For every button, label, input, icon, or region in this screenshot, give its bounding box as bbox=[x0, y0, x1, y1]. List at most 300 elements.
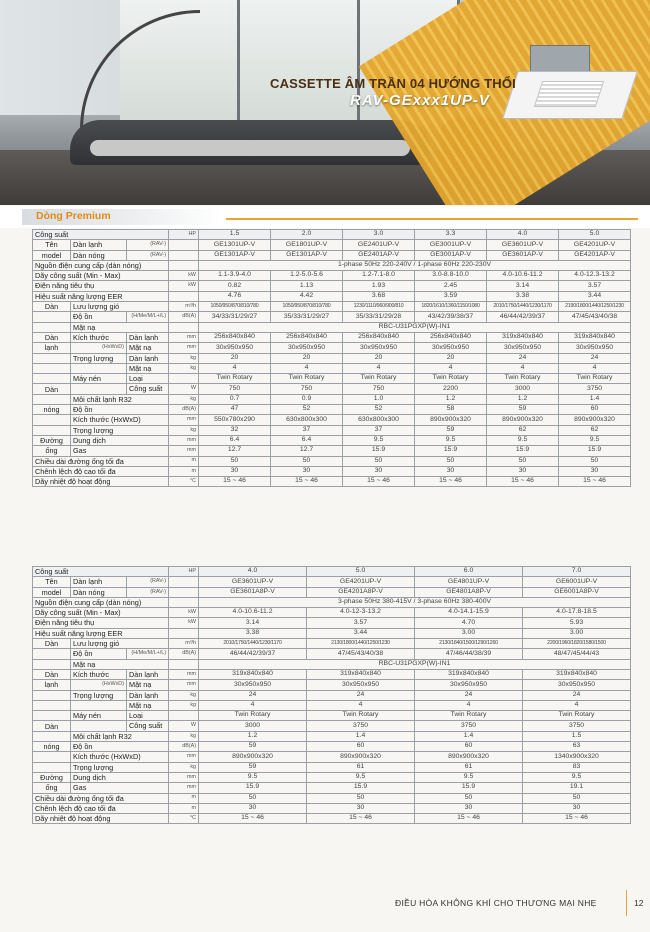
unit-cell: m bbox=[169, 456, 199, 466]
row-label: Dàn lạnh bbox=[127, 353, 169, 363]
value-cell: 2200/1960/1820/1580/1500 bbox=[523, 639, 631, 649]
table-row bbox=[33, 577, 631, 587]
unit-cell: °C bbox=[169, 477, 199, 487]
value-cell: 1.5 bbox=[523, 731, 631, 741]
value-cell: 2200 bbox=[415, 384, 487, 394]
premium-label: Dòng Premium bbox=[36, 210, 111, 222]
table-row bbox=[33, 783, 631, 793]
group-label bbox=[33, 312, 71, 322]
value-cell: GE4201UP-V bbox=[559, 240, 631, 250]
value-cell: GE2401UP-V bbox=[343, 240, 415, 250]
row-label: Độ ồn bbox=[71, 742, 169, 752]
row-label: Công suất bbox=[127, 384, 169, 394]
value-cell: 1-phase 50Hz 220-240V / 1-phase 60Hz 220-230V bbox=[199, 260, 631, 270]
unit-cell: mm bbox=[169, 752, 199, 762]
value-cell: 0.7 bbox=[199, 394, 271, 404]
unit-cell: (RAV-) bbox=[127, 587, 169, 597]
value-cell: GE3601A8P-V bbox=[199, 587, 307, 597]
table-row bbox=[33, 260, 631, 270]
value-cell: 30x950x950 bbox=[307, 680, 415, 690]
value-cell: 61 bbox=[307, 762, 415, 772]
value-cell: GE3001AP-V bbox=[415, 250, 487, 260]
group-label: Đường bbox=[33, 435, 71, 445]
value-cell: 6.4 bbox=[199, 435, 271, 445]
row-label: Gas bbox=[71, 783, 169, 793]
unit-cell: W bbox=[169, 721, 199, 731]
value-cell: 3750 bbox=[415, 721, 523, 731]
table-row bbox=[33, 425, 631, 435]
value-cell: 1.2 bbox=[415, 394, 487, 404]
table-row bbox=[33, 814, 631, 824]
value-cell: 9.5 bbox=[487, 435, 559, 445]
value-cell: 2130/1800/1440/1250/1230 bbox=[307, 639, 415, 649]
value-cell: 1230/1110/960/900/810 bbox=[343, 302, 415, 312]
empty-cell bbox=[71, 384, 127, 394]
value-cell: 62 bbox=[559, 425, 631, 435]
group-label bbox=[33, 700, 71, 710]
table-row bbox=[33, 332, 631, 342]
unit-cell: dB(A) bbox=[169, 312, 199, 322]
value-cell: 3.14 bbox=[199, 618, 307, 628]
row-label: Loại bbox=[127, 374, 169, 384]
row-label: Dàn nóng bbox=[71, 250, 127, 260]
value-cell: 50 bbox=[343, 456, 415, 466]
value-cell: 6.4 bbox=[271, 435, 343, 445]
unit-cell: m³/h bbox=[169, 639, 199, 649]
value-cell: 30 bbox=[199, 466, 271, 476]
value-cell: 20 bbox=[271, 353, 343, 363]
value-cell: 2010/1750/1440/1230/1170 bbox=[199, 639, 307, 649]
row-label: Dàn lạnh bbox=[71, 240, 127, 250]
value-cell: 30 bbox=[415, 466, 487, 476]
group-label: Dàn bbox=[33, 669, 71, 679]
value-cell: 2190/1800/1440/1250/1230 bbox=[559, 302, 631, 312]
value-cell: Twin Rotary bbox=[343, 374, 415, 384]
value-cell: 319x840x840 bbox=[415, 669, 523, 679]
value-cell: 3.0-8.8-10.0 bbox=[415, 271, 487, 281]
unit-cell: mm bbox=[169, 415, 199, 425]
value-cell: 58 bbox=[415, 405, 487, 415]
unit-cell: mm bbox=[169, 669, 199, 679]
table-row bbox=[33, 597, 631, 607]
row-label: Chiều dài đường ống tối đa bbox=[33, 456, 169, 466]
value-cell: 319x840x840 bbox=[307, 669, 415, 679]
value-cell: 30x950x950 bbox=[523, 680, 631, 690]
value-cell: GE3601UP-V bbox=[487, 240, 559, 250]
table-row bbox=[33, 271, 631, 281]
value-cell: 50 bbox=[523, 793, 631, 803]
value-cell: RBC-U31PGXP(W)-IN1 bbox=[199, 659, 631, 669]
table-row bbox=[33, 608, 631, 618]
value-cell: 34/33/31/29/27 bbox=[199, 312, 271, 322]
value-cell: 47 bbox=[199, 405, 271, 415]
table-row bbox=[33, 628, 631, 638]
table-row bbox=[33, 477, 631, 487]
value-cell: 1.93 bbox=[343, 281, 415, 291]
value-cell: 15 ~ 46 bbox=[199, 814, 307, 824]
value-cell: 5.93 bbox=[523, 618, 631, 628]
value-cell: 15 ~ 46 bbox=[559, 477, 631, 487]
table-row bbox=[33, 322, 631, 332]
row-label: Công suất bbox=[33, 567, 169, 577]
value-cell: 4.0-10.6-11.2 bbox=[487, 271, 559, 281]
row-label: Môi chất lạnh R32 bbox=[71, 731, 169, 741]
value-cell: 20 bbox=[199, 353, 271, 363]
value-cell: 20 bbox=[415, 353, 487, 363]
row-label: Chiều dài đường ống tối đa bbox=[33, 793, 169, 803]
value-cell: 890x900x320 bbox=[415, 415, 487, 425]
table-row bbox=[33, 446, 631, 456]
unit-cell: dB(A) bbox=[169, 405, 199, 415]
value-cell: 3.57 bbox=[307, 618, 415, 628]
row-label: Nguồn điện cung cấp (dàn nóng) bbox=[33, 597, 169, 607]
value-cell: 3.38 bbox=[199, 628, 307, 638]
empty-cell bbox=[169, 260, 199, 270]
table-row bbox=[33, 394, 631, 404]
value-cell: 4 bbox=[487, 363, 559, 373]
row-label: Dàn lạnh bbox=[127, 690, 169, 700]
spec-table-3phase bbox=[32, 566, 631, 824]
value-cell: 3.00 bbox=[415, 628, 523, 638]
unit-cell: (HxWxD) bbox=[71, 343, 127, 353]
row-label: Mặt nạ bbox=[127, 680, 169, 690]
value-cell: 890x900x320 bbox=[559, 415, 631, 425]
value-cell: 1340x900x320 bbox=[523, 752, 631, 762]
value-cell: 50 bbox=[415, 456, 487, 466]
premium-banner bbox=[0, 206, 650, 228]
value-cell: 319x840x840 bbox=[523, 669, 631, 679]
empty-cell bbox=[169, 711, 199, 721]
value-cell: 15 ~ 46 bbox=[415, 814, 523, 824]
row-label: Mặt nạ bbox=[127, 343, 169, 353]
row-label: Dàn lạnh bbox=[127, 332, 169, 342]
value-cell: 890x900x320 bbox=[307, 752, 415, 762]
row-label: Máy nén bbox=[71, 711, 127, 721]
unit-cell: (HxWxD) bbox=[71, 680, 127, 690]
value-cell: 30 bbox=[415, 803, 523, 813]
value-cell: 1.2-7.1-8.0 bbox=[343, 271, 415, 281]
empty-cell bbox=[169, 374, 199, 384]
unit-cell: HP bbox=[169, 567, 199, 577]
value-cell: 61 bbox=[415, 762, 523, 772]
value-cell: 60 bbox=[559, 405, 631, 415]
value-cell: GE6001UP-V bbox=[523, 577, 631, 587]
value-cell: GE4201AP-V bbox=[559, 250, 631, 260]
value-cell: 750 bbox=[343, 384, 415, 394]
spec-table-body bbox=[33, 567, 631, 824]
value-cell: 35/33/31/29/27 bbox=[271, 312, 343, 322]
row-label: Mặt nạ bbox=[71, 659, 169, 669]
value-cell: 60 bbox=[415, 742, 523, 752]
value-cell: Twin Rotary bbox=[307, 711, 415, 721]
group-label: Dàn bbox=[33, 302, 71, 312]
table-row bbox=[33, 415, 631, 425]
value-cell: 4 bbox=[415, 363, 487, 373]
value-cell: 1.2 bbox=[487, 394, 559, 404]
row-label: Độ ồn bbox=[71, 312, 127, 322]
spec-table-body bbox=[33, 230, 631, 487]
table-row bbox=[33, 731, 631, 741]
unit-cell: dB(A) bbox=[169, 742, 199, 752]
value-cell: 3000 bbox=[199, 721, 307, 731]
unit-cell: m³/h bbox=[169, 302, 199, 312]
row-label: Kích thước (HxWxD) bbox=[71, 752, 169, 762]
value-cell: 50 bbox=[271, 456, 343, 466]
spec-table-1phase bbox=[32, 229, 631, 487]
value-cell: 4 bbox=[415, 700, 523, 710]
value-cell: 62 bbox=[487, 425, 559, 435]
value-cell: 319x840x840 bbox=[487, 332, 559, 342]
value-cell: 43/42/39/38/37 bbox=[415, 312, 487, 322]
value-cell: 60 bbox=[307, 742, 415, 752]
value-cell: 3.3 bbox=[415, 230, 487, 240]
value-cell: 1.2 bbox=[199, 731, 307, 741]
value-cell: Twin Rotary bbox=[559, 374, 631, 384]
product-model: RAV-GExxx1UP-V bbox=[350, 92, 490, 109]
value-cell: 9.5 bbox=[415, 435, 487, 445]
row-label: Lưu lượng gió bbox=[71, 302, 169, 312]
table-row bbox=[33, 567, 631, 577]
table-row bbox=[33, 405, 631, 415]
row-label: Dàn lạnh bbox=[127, 669, 169, 679]
unit-cell: kW bbox=[169, 608, 199, 618]
value-cell: GE1301AP-V bbox=[271, 250, 343, 260]
value-cell: 50 bbox=[415, 793, 523, 803]
group-label: ống bbox=[33, 446, 71, 456]
row-label: Dãy nhiệt độ hoạt động bbox=[33, 477, 169, 487]
value-cell: 24 bbox=[559, 353, 631, 363]
value-cell: 4.0-14.1-15.9 bbox=[415, 608, 523, 618]
table-row bbox=[33, 456, 631, 466]
value-cell: 15 ~ 46 bbox=[199, 477, 271, 487]
unit-cell: mm bbox=[169, 680, 199, 690]
row-label: Trọng lượng bbox=[71, 425, 169, 435]
value-cell: 30x950x950 bbox=[271, 343, 343, 353]
value-cell: 4 bbox=[343, 363, 415, 373]
group-label bbox=[33, 353, 71, 363]
table-row bbox=[33, 291, 631, 301]
value-cell: 4.0 bbox=[199, 567, 307, 577]
value-cell: 47/46/44/38/39 bbox=[415, 649, 523, 659]
value-cell: 630x800x300 bbox=[271, 415, 343, 425]
value-cell: 59 bbox=[487, 405, 559, 415]
value-cell: 15.9 bbox=[307, 783, 415, 793]
unit-cell: mm bbox=[169, 772, 199, 782]
value-cell: GE3001UP-V bbox=[415, 240, 487, 250]
value-cell: 46/44/42/39/37 bbox=[487, 312, 559, 322]
empty-cell bbox=[169, 291, 199, 301]
group-label bbox=[33, 690, 71, 700]
table-row bbox=[33, 363, 631, 373]
value-cell: 30 bbox=[199, 803, 307, 813]
value-cell: 3.44 bbox=[307, 628, 415, 638]
value-cell: Twin Rotary bbox=[415, 374, 487, 384]
row-label: Lưu lượng gió bbox=[71, 639, 169, 649]
value-cell: 890x900x320 bbox=[415, 752, 523, 762]
table-row bbox=[33, 639, 631, 649]
value-cell: 3.68 bbox=[343, 291, 415, 301]
row-label: Máy nén bbox=[71, 374, 127, 384]
group-label bbox=[33, 731, 71, 741]
table-row bbox=[33, 343, 631, 353]
value-cell: 48/47/45/44/43 bbox=[523, 649, 631, 659]
unit-cell: kW bbox=[169, 281, 199, 291]
row-label: Mặt nạ bbox=[71, 322, 169, 332]
table-row bbox=[33, 384, 631, 394]
unit-cell: kW bbox=[169, 271, 199, 281]
unit-cell: dB(A) bbox=[169, 649, 199, 659]
unit-cell: (H/Me/M/L+/L) bbox=[127, 312, 169, 322]
value-cell: 30x950x950 bbox=[415, 343, 487, 353]
table-row bbox=[33, 240, 631, 250]
table-row bbox=[33, 587, 631, 597]
row-label: Hiệu suất năng lượng EER bbox=[33, 628, 169, 638]
value-cell: 256x840x840 bbox=[271, 332, 343, 342]
row-label: Gas bbox=[71, 446, 169, 456]
unit-cell: kg bbox=[169, 762, 199, 772]
unit-cell: (H/Me/M/L+/L) bbox=[127, 649, 169, 659]
value-cell: 1050/950/870/810/780 bbox=[271, 302, 343, 312]
value-cell: 3750 bbox=[559, 384, 631, 394]
value-cell: 52 bbox=[271, 405, 343, 415]
row-label: Trọng lượng bbox=[71, 353, 127, 363]
unit-cell: kW bbox=[169, 618, 199, 628]
group-label: Tên bbox=[33, 240, 71, 250]
value-cell: 1.0 bbox=[343, 394, 415, 404]
unit-cell: (RAV-) bbox=[127, 240, 169, 250]
value-cell: 30 bbox=[271, 466, 343, 476]
value-cell: 4.0-12-3-13.2 bbox=[307, 608, 415, 618]
unit-cell: (RAV-) bbox=[127, 250, 169, 260]
table-row bbox=[33, 281, 631, 291]
value-cell: 50 bbox=[559, 456, 631, 466]
hero-banner bbox=[0, 0, 650, 205]
value-cell: Twin Rotary bbox=[523, 711, 631, 721]
group-label: Đường bbox=[33, 772, 71, 782]
group-label bbox=[33, 762, 71, 772]
value-cell: 4.0-10.6-11.2 bbox=[199, 608, 307, 618]
value-cell: 15 ~ 46 bbox=[487, 477, 559, 487]
value-cell: 1.4 bbox=[307, 731, 415, 741]
value-cell: 9.5 bbox=[415, 772, 523, 782]
footer-caption: ĐIỀU HÒA KHÔNG KHÍ CHO THƯƠNG MẠI NHẸ bbox=[395, 898, 597, 908]
group-label bbox=[33, 752, 71, 762]
value-cell: 2010/1750/1440/1230/1170 bbox=[487, 302, 559, 312]
table-row bbox=[33, 803, 631, 813]
empty-cell bbox=[169, 628, 199, 638]
group-label bbox=[33, 374, 71, 384]
value-cell: GE1801UP-V bbox=[271, 240, 343, 250]
value-cell: 2.0 bbox=[271, 230, 343, 240]
group-label bbox=[33, 711, 71, 721]
table-row bbox=[33, 711, 631, 721]
value-cell: 24 bbox=[307, 690, 415, 700]
table-row bbox=[33, 649, 631, 659]
value-cell: 4 bbox=[271, 363, 343, 373]
empty-cell bbox=[169, 240, 199, 250]
value-cell: 630x800x300 bbox=[343, 415, 415, 425]
value-cell: 319x840x840 bbox=[559, 332, 631, 342]
unit-cell: kg bbox=[169, 363, 199, 373]
table-row bbox=[33, 435, 631, 445]
value-cell: 50 bbox=[307, 793, 415, 803]
value-cell: 15.9 bbox=[343, 446, 415, 456]
premium-rule bbox=[226, 218, 638, 220]
value-cell: 9.5 bbox=[343, 435, 415, 445]
value-cell: 37 bbox=[271, 425, 343, 435]
empty-cell bbox=[169, 597, 199, 607]
cassette-unit-grille bbox=[534, 81, 604, 107]
row-label: Điện năng tiêu thụ bbox=[33, 281, 169, 291]
value-cell: Twin Rotary bbox=[415, 711, 523, 721]
empty-cell bbox=[169, 659, 199, 669]
row-label: Kích thước bbox=[71, 669, 127, 679]
value-cell: 24 bbox=[523, 690, 631, 700]
table-row bbox=[33, 230, 631, 240]
value-cell: 1.13 bbox=[271, 281, 343, 291]
table-row bbox=[33, 762, 631, 772]
value-cell: 1050/950/870/810/780 bbox=[199, 302, 271, 312]
value-cell: 9.5 bbox=[307, 772, 415, 782]
value-cell: 15 ~ 46 bbox=[271, 477, 343, 487]
group-label bbox=[33, 394, 71, 404]
value-cell: 3750 bbox=[523, 721, 631, 731]
value-cell: 30x950x950 bbox=[199, 343, 271, 353]
value-cell: 4 bbox=[199, 700, 307, 710]
group-label bbox=[33, 649, 71, 659]
value-cell: 256x840x840 bbox=[199, 332, 271, 342]
unit-cell: kg bbox=[169, 690, 199, 700]
value-cell: 890x900x320 bbox=[487, 415, 559, 425]
value-cell: 3750 bbox=[307, 721, 415, 731]
empty-cell bbox=[71, 721, 127, 731]
value-cell: 4 bbox=[307, 700, 415, 710]
value-cell: 3.0 bbox=[343, 230, 415, 240]
table-row bbox=[33, 680, 631, 690]
value-cell: 15 ~ 46 bbox=[523, 814, 631, 824]
value-cell: 9.5 bbox=[199, 772, 307, 782]
value-cell: 1.4 bbox=[415, 731, 523, 741]
value-cell: GE4801UP-V bbox=[415, 577, 523, 587]
value-cell: 59 bbox=[199, 742, 307, 752]
row-label: Kích thước (HxWxD) bbox=[71, 415, 169, 425]
group-label: lạnh bbox=[33, 680, 71, 690]
value-cell: RBC-U31PGXP(W)-IN1 bbox=[199, 322, 631, 332]
table-row bbox=[33, 659, 631, 669]
value-cell: 256x840x840 bbox=[343, 332, 415, 342]
value-cell: 7.0 bbox=[523, 567, 631, 577]
row-label: Mặt nạ bbox=[127, 363, 169, 373]
cassette-unit-image bbox=[510, 45, 635, 125]
value-cell: 35/33/31/29/28 bbox=[343, 312, 415, 322]
hero-window bbox=[240, 0, 360, 125]
empty-cell bbox=[169, 577, 199, 587]
row-label: Môi chất lạnh R32 bbox=[71, 394, 169, 404]
value-cell: 52 bbox=[343, 405, 415, 415]
value-cell: Twin Rotary bbox=[199, 711, 307, 721]
product-title: CASSETTE ÂM TRẦN 04 HƯỚNG THỔI bbox=[270, 76, 516, 91]
row-label: Loại bbox=[127, 711, 169, 721]
value-cell: 20 bbox=[343, 353, 415, 363]
value-cell: 9.5 bbox=[523, 772, 631, 782]
value-cell: 37 bbox=[343, 425, 415, 435]
value-cell: 30 bbox=[307, 803, 415, 813]
value-cell: GE6001A8P-V bbox=[523, 587, 631, 597]
value-cell: GE1301AP-V bbox=[199, 250, 271, 260]
group-label: Dàn bbox=[33, 332, 71, 342]
group-label bbox=[33, 659, 71, 669]
value-cell: 50 bbox=[199, 793, 307, 803]
